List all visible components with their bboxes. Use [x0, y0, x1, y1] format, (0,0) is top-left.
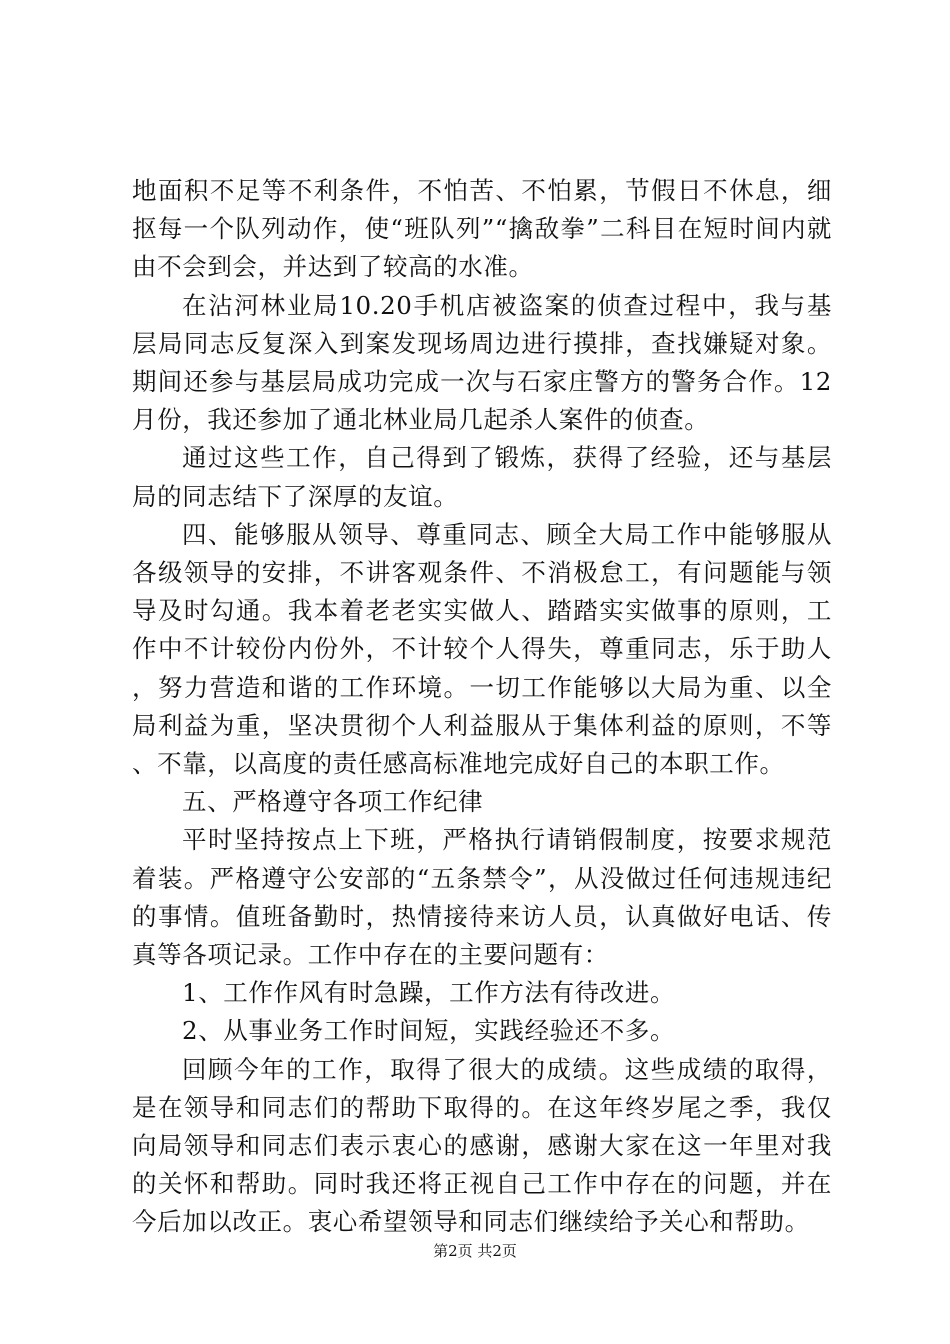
list-item-problem-2: 2、从事业务工作时间短，实践经验还不多。	[182, 1016, 676, 1046]
paragraph-continued: 地面积不足等不利条件，不怕苦、不怕累，节假日不休息，细抠每一个队列动作，使“班队列”“擒敌拳”二科目在短时间内就由不会到会，并达到了较高的水准。	[132, 176, 832, 282]
document-body	[132, 172, 832, 1242]
section-heading-five: 五、严格遵守各项工作纪律	[182, 787, 484, 817]
paragraph-case-investigation: 在沾河林业局10.20手机店被盗案的侦查过程中，我与基层局同志反复深入到案发现场周边进行摸排，查找嫌疑对象。期间还参与基层局成功完成一次与石家庄警方的警务合作。12月份，我还参加了通北林业局几起杀人案件的侦查。	[132, 290, 832, 435]
paragraph-section-four: 四、能够服从领导、尊重同志、顾全大局工作中能够服从各级领导的安排，不讲客观条件、不消极怠工，有问题能与领导及时勾通。我本着老老实实做人、踏踏实实做事的原则，工作中不计较份内份外，不计较个人得失，尊重同志，乐于助人，努力营造和谐的工作环境。一切工作能够以大局为重、以全局利益为重，坚决贯彻个人利益服从于集体利益的原则，不等、不靠，以高度的责任感高标准地完成好自己的本职工作。	[132, 519, 832, 779]
list-item-problem-1: 1、工作作风有时急躁，工作方法有待改进。	[182, 978, 676, 1008]
paragraph-conclusion: 回顾今年的工作，取得了很大的成绩。这些成绩的取得，是在领导和同志们的帮助下取得的。在这年终岁尾之季，我仅向局领导和同志们表示衷心的感谢，感谢大家在这一年里对我的关怀和帮助。同时我还将正视自己工作中存在的问题，并在今后加以改正。衷心希望领导和同志们继续给予关心和帮助。	[132, 1054, 832, 1237]
page-footer: 第2页 共2页	[433, 1242, 517, 1260]
paragraph-experience: 通过这些工作，自己得到了锻炼，获得了经验，还与基层局的同志结下了深厚的友谊。	[132, 443, 832, 511]
paragraph-discipline: 平时坚持按点上下班，严格执行请销假制度，按要求规范着装。严格遵守公安部的“五条禁令”，从没做过任何违规违纪的事情。值班备勤时，热情接待来访人员，认真做好电话、传真等各项记录。工作中存在的主要问题有：	[132, 825, 832, 970]
